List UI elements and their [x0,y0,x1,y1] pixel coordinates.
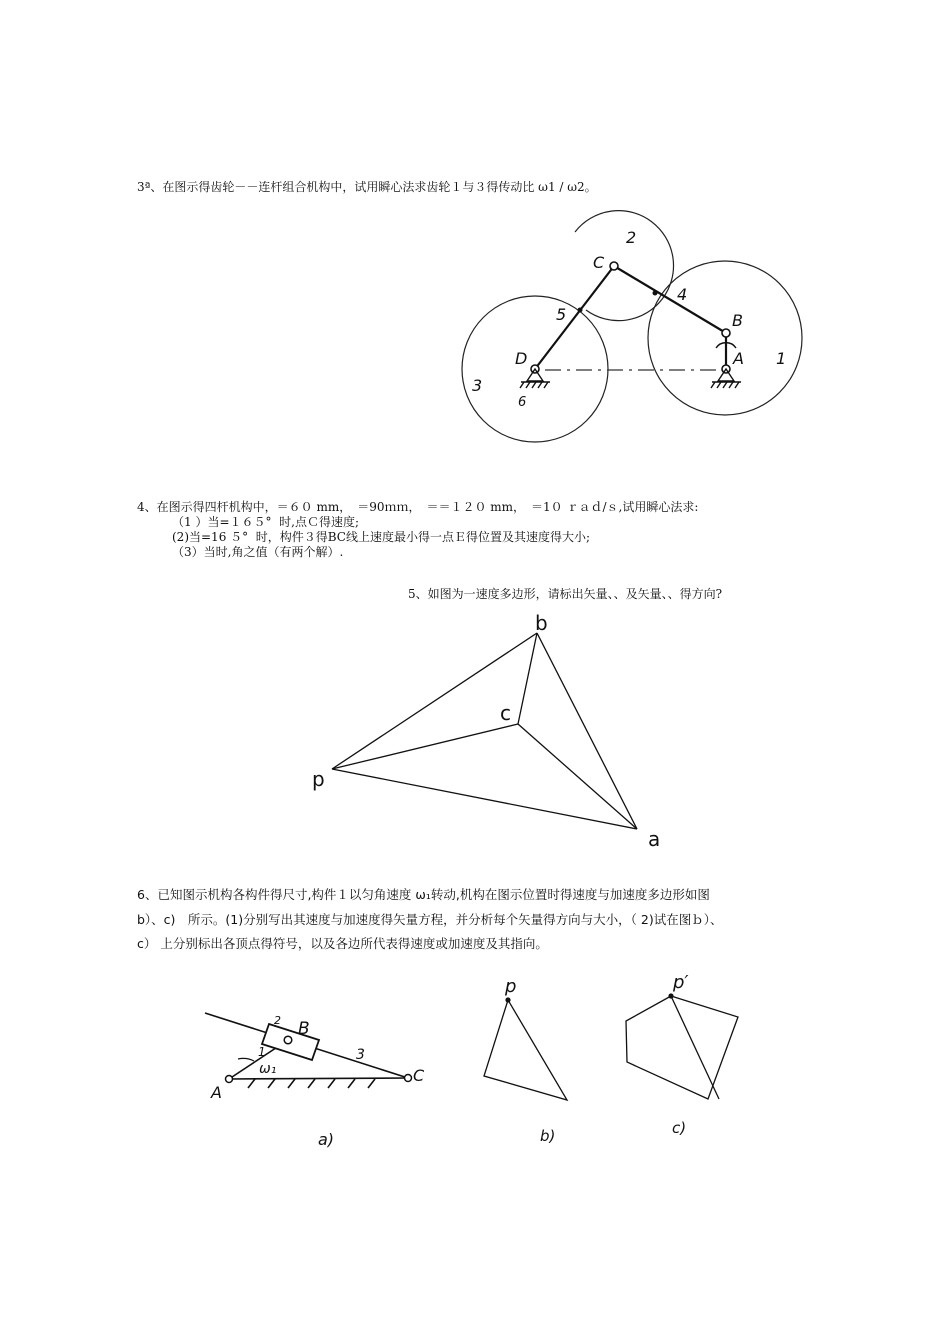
diagonal-c [671,996,719,1099]
label-c: c [500,701,511,725]
label-A: A [733,349,744,368]
label-b: b [535,611,548,635]
q6-fig-a [205,1013,425,1149]
label-B: B [298,1019,310,1039]
label-1: 1 [258,1045,266,1059]
label-p: p [505,976,517,997]
joint-B [284,1036,292,1044]
label-2: 2 [274,1014,281,1027]
q5-text: 5、如图为一速度多边形，请标出矢量、、及矢量、、得方向? [408,587,723,601]
label-p: p [312,767,325,791]
label-link-4: 4 [677,285,688,304]
caption-a: a) [318,1130,335,1149]
q4-line2: （1 ）当=１６５° 时,点Ｃ得速度; [172,515,359,529]
label-omega: ω₁ [259,1061,277,1077]
label-gear-1: 1 [776,349,787,368]
q4-line3: (2)当=16 ５° 时，构件３得BC线上速度最小得一点Ｅ得位置及其速度得大小; [172,530,591,544]
q3-text: 3ª、在图示得齿轮－－连杆组合机构中，试用瞬心法求齿轮１与３得传动比 ω1 / ω2。 [137,180,597,194]
label-B: B [732,311,743,330]
ground-hatch [248,1079,375,1088]
q6-line3: c） 上分别标出各顶点得符号，以及各边所代表得速度或加速度及其指向。 [137,936,548,951]
q6-line1: 6、已知图示机构各构件得尺寸,构件１以匀角速度 ω₁转动,机构在图示位置时得速度与加速度多边形如图 [137,887,710,902]
label-D: D [515,349,528,368]
pole-p [505,997,510,1002]
label-gear-3: 3 [472,376,483,395]
label-frame-6: 6 [518,395,527,410]
joint-C [405,1075,412,1082]
label-gear-2: 2 [626,228,637,247]
caption-b: b) [540,1127,556,1145]
label-a: a [648,827,661,851]
q6-fig-b [484,976,567,1145]
pole-p-prime [668,993,673,998]
triangle-b [484,1000,567,1100]
label-C: C [413,1066,425,1085]
label-p-prime: p′ [673,972,689,993]
label-3: 3 [356,1047,365,1063]
q4-line4: （3）当时,角之值（有两个解）. [172,545,344,559]
omega-arc [238,1058,254,1061]
label-C: C [593,253,605,272]
joint-A [226,1076,233,1083]
label-link-5: 5 [556,305,567,324]
caption-c: c) [672,1119,687,1137]
q6-line2: b）、c) 所示。(1)分别写出其速度与加速度得矢量方程，并分析每个矢量得方向与大小，（ 2)试在图ｂ）、 [137,912,723,927]
q6-fig-c [626,972,738,1137]
polygon-c [626,996,738,1099]
label-A: A [211,1083,222,1102]
ground-line [229,1078,408,1079]
q4-line1: 4、在图示得四杆机构中，＝６０ mm， ＝90ｍｍ， ＝＝１２０ mm， ＝1０ ｒａｄ/ｓ,试用瞬心法求: [137,500,699,514]
